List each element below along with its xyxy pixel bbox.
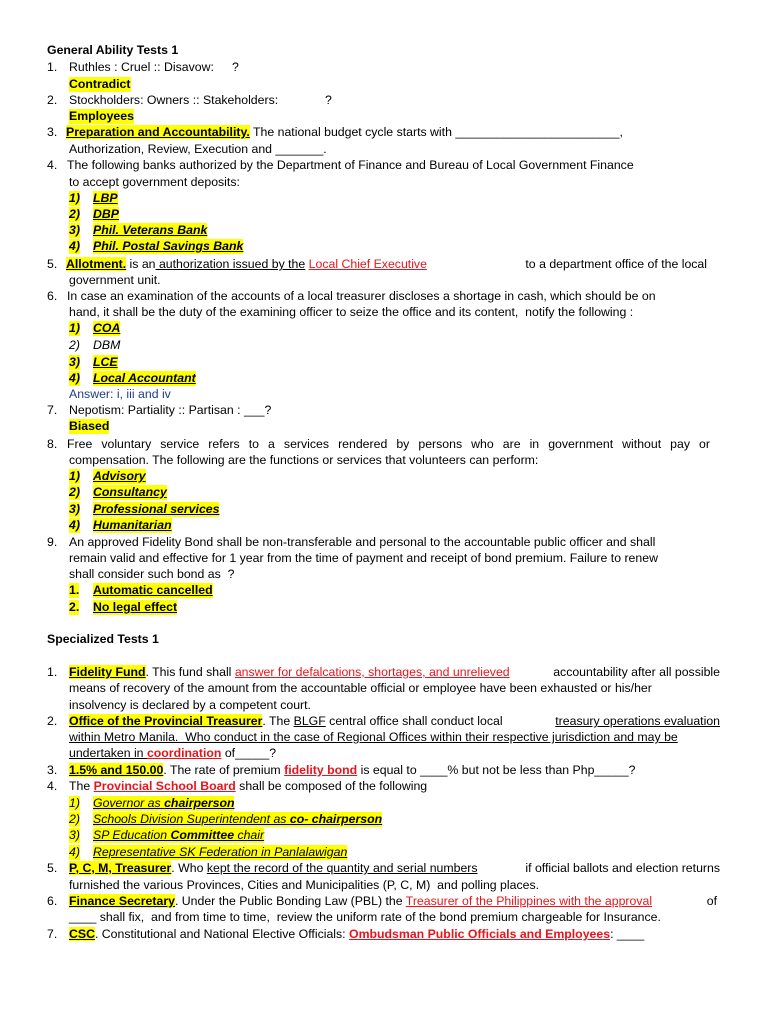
question-8-item-2: Consultancy [93, 485, 167, 499]
question-8-item-3-number: 3) [69, 502, 80, 516]
question-8-item-2-number: 2) [69, 485, 80, 499]
specialized-2-coordination: coordination [146, 746, 222, 760]
specialized-7-answer: CSC [69, 927, 95, 941]
question-5-answer: Allotment. [66, 257, 127, 271]
specialized-1-text-b: accountability after all possible [553, 665, 720, 679]
question-4-item-2: DBP [93, 207, 119, 221]
section-heading-specialized: Specialized Tests 1 [47, 632, 159, 646]
specialized-6-text-b: of [706, 894, 717, 908]
question-9-item-2-number: 2. [69, 600, 80, 614]
question-9-number: 9. [47, 535, 58, 549]
specialized-7-text-a: . Constitutional and National Elective Officials: [94, 927, 350, 941]
question-2-answer: Employees [69, 109, 134, 123]
question-4-item-3: Phil. Veterans Bank [93, 223, 208, 237]
specialized-4-item-3-number: 3) [69, 828, 80, 842]
specialized-4-item-3-text: SP Education [93, 828, 171, 842]
question-9-item-1-number: 1. [69, 583, 80, 597]
question-6-item-4-number: 4) [69, 371, 80, 385]
question-8-item-1-number: 1) [69, 469, 80, 483]
specialized-1-text-line3: insolvency is declared by a competent court. [69, 698, 311, 712]
question-4-text-line2: to accept government deposits: [69, 175, 240, 189]
specialized-1-answer: Fidelity Fund [69, 665, 146, 679]
specialized-3-text-a: . The rate of premium [163, 763, 285, 777]
question-5-text-c: to a department office of the local [525, 257, 707, 271]
question-7-number: 7. [47, 403, 58, 417]
question-3-text-line2: Authorization, Review, Execution and _______. [69, 142, 327, 156]
specialized-2-text-line2: within Metro Manila. Who conduct in the case of Regional Offices within their respective jurisdiction and may be [69, 730, 678, 744]
question-6-item-3: LCE [93, 355, 118, 369]
question-6-item-3-number: 3) [69, 355, 80, 369]
specialized-6-text-line2: ____ shall fix, and from time to time, review the uniform rate of the bond premium chargeable for Insurance. [69, 910, 661, 924]
question-8-text-line2: compensation. The following are the functions or services that volunteers can perform: [69, 453, 539, 467]
specialized-4-item-4: Representative SK Federation in Panlalawigan [93, 845, 348, 859]
question-7-answer: Biased [69, 419, 110, 433]
specialized-2-line [69, 714, 720, 729]
specialized-4-item-1-number: 1) [69, 796, 80, 810]
specialized-3-line [69, 763, 635, 778]
specialized-2-blgf: BLGF [293, 714, 326, 728]
question-4-item-2-number: 2) [69, 207, 80, 221]
specialized-4-item-2-number: 2) [69, 812, 80, 826]
specialized-3-fidelity-bond: fidelity bond [284, 763, 358, 777]
question-5-text-b: authorization issued by the [155, 257, 306, 271]
question-9-item-1: Automatic cancelled [93, 583, 213, 597]
specialized-2-text-b: central office shall conduct local [325, 714, 503, 728]
question-6-item-2: DBM [93, 338, 121, 352]
specialized-4-item-1 [93, 796, 234, 811]
specialized-6-text-a: . Under the Public Bonding Law (PBL) the [174, 894, 406, 908]
specialized-6-number: 6. [47, 894, 58, 908]
question-3-number: 3. [47, 125, 58, 139]
question-6-item-1-number: 1) [69, 321, 80, 335]
specialized-1-red-text: answer for defalcations, shortages, and unrelieved [234, 665, 510, 679]
specialized-7-number: 7. [47, 927, 58, 941]
question-5-lce: Local Chief Executive [308, 257, 427, 271]
question-2-text: Stockholders: Owners :: Stakeholders: [69, 93, 279, 107]
specialized-7-line [69, 927, 644, 942]
question-8-item-3: Professional services [93, 502, 220, 516]
question-4-item-1-number: 1) [69, 191, 80, 205]
question-3-text: The national budget cycle starts with ________________________, [249, 125, 623, 139]
question-1-answer: Contradict [69, 77, 131, 91]
specialized-4-number: 4. [47, 779, 58, 793]
question-7-text: Nepotism: Partiality :: Partisan : ___? [69, 403, 272, 417]
question-9-text-line1: An approved Fidelity Bond shall be non-transferable and personal to the accountable public officer and shall [69, 535, 656, 549]
question-8-item-4: Humanitarian [93, 518, 172, 532]
question-8-text-line1: Free voluntary service refers to a services rendered by persons who are in government without pay or [67, 437, 710, 451]
question-6-item-1: COA [93, 321, 121, 335]
question-6-number: 6. [47, 289, 58, 303]
question-6-item-2-number: 2) [69, 338, 80, 352]
specialized-1-line [69, 665, 720, 680]
question-5-text-a: is an [126, 257, 156, 271]
specialized-4-item-2-text: Schools Division Superintendent as [93, 812, 290, 826]
specialized-4-item-1-text: Governor as [93, 796, 165, 810]
specialized-6-answer: Finance Secretary [69, 894, 175, 908]
question-2-number: 2. [47, 93, 58, 107]
specialized-5-number: 5. [47, 861, 58, 875]
specialized-5-underlined: kept the record of the quantity and serial numbers [206, 861, 478, 875]
specialized-5-text-a: . Who [171, 861, 207, 875]
specialized-7-red-text: Ombudsman Public Officials and Employees [349, 927, 611, 941]
question-5-number: 5. [47, 257, 58, 271]
question-1-text: Ruthles : Cruel :: Disavow: [69, 60, 214, 74]
specialized-4-line [69, 779, 427, 794]
specialized-2-text-d: undertaken in [69, 746, 147, 760]
specialized-4-text-a: The [69, 779, 94, 793]
question-2-blank: ? [325, 93, 332, 107]
question-4-item-4: Phil. Postal Savings Bank [93, 239, 244, 253]
specialized-6-line [69, 894, 717, 909]
section-heading-general: General Ability Tests 1 [47, 43, 179, 57]
specialized-2-answer: Office of the Provincial Treasurer [69, 714, 263, 728]
question-1-blank: ? [232, 60, 239, 74]
question-8-item-4-number: 4) [69, 518, 80, 532]
question-3-line [66, 125, 623, 140]
question-4-text-line1: The following banks authorized by the Department of Finance and Bureau of Local Government Finance [67, 158, 634, 172]
specialized-2-text-e: of_____? [221, 746, 277, 760]
specialized-4-text-b: shall be composed of the following [235, 779, 428, 793]
question-9-text-line3: shall consider such bond as ? [69, 567, 235, 581]
question-4-item-4-number: 4) [69, 239, 80, 253]
specialized-3-text-b: is equal to ____% but not be less than Php_____? [357, 763, 636, 777]
specialized-4-item-1-bold: chairperson [164, 796, 235, 810]
specialized-3-number: 3. [47, 763, 58, 777]
question-6-item-4: Local Accountant [93, 371, 196, 385]
question-4-number: 4. [47, 158, 58, 172]
specialized-4-item-3 [93, 828, 264, 843]
specialized-4-item-2-bold: co- chairperson [289, 812, 383, 826]
specialized-6-red-text: Treasurer of the Philippines with the approval [405, 894, 653, 908]
question-5-text-line2: government unit. [69, 273, 161, 287]
question-8-item-1: Advisory [93, 469, 146, 483]
specialized-4-item-2 [93, 812, 382, 827]
question-9-text-line2: remain valid and effective for 1 year from the time of payment and receipt of bond premium. Failure to renew [69, 551, 658, 565]
specialized-4-board: Provincial School Board [93, 779, 236, 793]
question-4-item-3-number: 3) [69, 223, 80, 237]
specialized-2-text-a: . The [262, 714, 294, 728]
question-6-text-line2: hand, it shall be the duty of the examining officer to seize the office and its content, notify the following : [69, 305, 634, 319]
specialized-1-text-line2: means of recovery of the amount from the accountable official or employee have been exhausted or his/her [69, 681, 652, 695]
specialized-4-item-3-bold: Committee [170, 828, 235, 842]
question-8-number: 8. [47, 437, 58, 451]
specialized-5-text-b: if official ballots and election returns [525, 861, 720, 875]
specialized-7-text-b: : ____ [610, 927, 645, 941]
specialized-1-number: 1. [47, 665, 58, 679]
question-4-item-1: LBP [93, 191, 118, 205]
specialized-2-text-line3 [69, 746, 276, 761]
specialized-4-item-3-tail: chair [234, 828, 265, 842]
specialized-2-text-c: treasury operations evaluation [555, 714, 720, 728]
specialized-5-answer: P, C, M, Treasurer [69, 861, 172, 875]
question-5-line [66, 257, 707, 272]
question-6-answer-note: Answer: i, iii and iv [69, 387, 171, 401]
question-9-item-2: No legal effect [93, 600, 178, 614]
specialized-3-answer: 1.5% and 150.00 [69, 763, 164, 777]
specialized-5-line [69, 861, 720, 876]
question-3-answer: Preparation and Accountability. [66, 125, 250, 139]
specialized-5-text-line2: furnished the various Provinces, Cities and Municipalities (P, C, M) and polling places. [69, 878, 540, 892]
specialized-4-item-4-number: 4) [69, 845, 80, 859]
specialized-2-number: 2. [47, 714, 58, 728]
question-1-number: 1. [47, 60, 58, 74]
specialized-1-text-a: . This fund shall [145, 665, 235, 679]
question-6-text-line1: In case an examination of the accounts of a local treasurer discloses a shortage in cash, which should be on [67, 289, 656, 303]
